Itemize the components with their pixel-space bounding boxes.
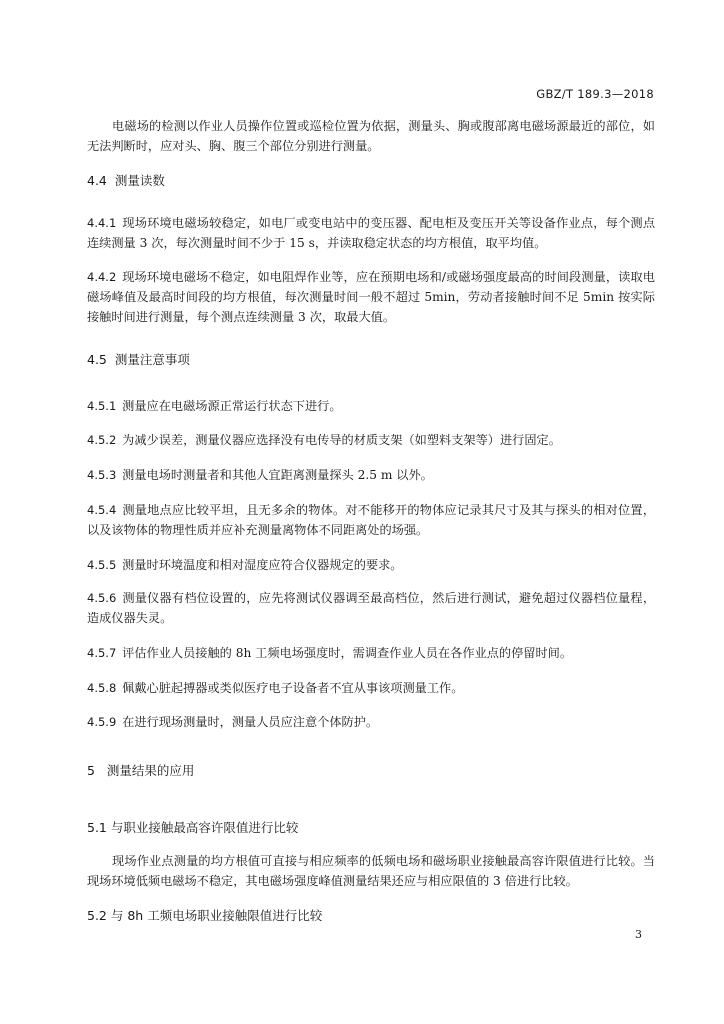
- clause-text: 测量时环境温度和相对湿度应符合仪器规定的要求。: [122, 558, 403, 572]
- section-heading-5-1: [87, 818, 655, 838]
- clause-number: 4.5.2: [87, 433, 117, 447]
- clause-number: 4.5.7: [87, 646, 117, 660]
- clause-4-5-8: [87, 678, 655, 698]
- clause-4-5-9: [87, 712, 655, 732]
- clause-4-5-3: [87, 465, 655, 485]
- clause-number: 4.5.4: [87, 503, 117, 517]
- section-heading-5-2: [87, 906, 655, 926]
- clause-4-5-6: [87, 588, 655, 628]
- clause-4-4-2: [87, 267, 655, 327]
- clause-number: 4.4.2: [87, 270, 117, 284]
- section-heading-4-5: [87, 350, 655, 370]
- clause-text: 现场环境电磁场较稳定，如电厂或变电站中的变压器、配电柜及变压开关等设备作业点，每个测点连续测量 3 次，每次测量时间不少于 15 s，并读取稳定状态的均方根值，取平均值。: [87, 216, 656, 250]
- clause-text: 测量地点应比较平坦，且无多余的物体。对不能移开的物体应记录其尺寸及其与探头的相对位置，以及该物体的物理性质并应补充测量离物体不同距离处的场强。: [87, 503, 656, 537]
- clause-text: 测量仪器有档位设置的，应先将测试仪器调至最高档位，然后进行测试，避免超过仪器档位量程，造成仪器失灵。: [87, 591, 656, 625]
- clause-text: 佩戴心脏起搏器或类似医疗电子设备者不宜从事该项测量工作。: [122, 681, 464, 695]
- section-title: 测量读数: [114, 173, 165, 188]
- clause-number: 4.5.9: [87, 715, 117, 729]
- clause-number: 4.5.8: [87, 681, 117, 695]
- section-number: 5.2: [87, 908, 107, 923]
- section-heading-4-4: [87, 171, 655, 191]
- clause-4-5-4: [87, 500, 655, 540]
- clause-text: 为减少误差，测量仪器应选择没有电传导的材质支架（如塑料支架等）进行固定。: [122, 433, 561, 447]
- page-number: 3: [635, 928, 642, 941]
- clause-number: 4.5.5: [87, 558, 117, 572]
- paragraph-5-1: 现场作业点测量的均方根值可直接与相应频率的低频电场和磁场职业接触最高容许限值进行比较。当现场环境低频电磁场不稳定，其电磁场强度峰值测量结果还应与相应限值的 3 倍进行比较。: [87, 854, 655, 888]
- clause-number: 4.5.6: [87, 591, 117, 605]
- clause-text: 评估作业人员接触的 8h 工频电场强度时，需调查作业人员在各作业点的停留时间。: [122, 646, 573, 660]
- paragraph-intro: 电磁场的检测以作业人员操作位置或巡检位置为依据，测量头、胸或腹部离电磁场源最近的部位，如无法判断时，应对头、胸、腹三个部位分别进行测量。: [87, 119, 655, 153]
- section-number: 5.1: [87, 820, 107, 835]
- clause-text: 测量电场时测量者和其他人宜距离测量探头 2.5 m 以外。: [122, 468, 433, 482]
- clause-number: 4.5.1: [87, 399, 117, 413]
- clause-4-5-5: [87, 555, 655, 575]
- clause-4-5-1: [87, 396, 655, 416]
- section-heading-5: [87, 761, 655, 781]
- section-number: 4.5: [87, 352, 107, 367]
- clause-4-5-7: [87, 643, 655, 663]
- section-title: 测量结果的应用: [106, 763, 195, 778]
- clause-text: 现场环境电磁场不稳定，如电阻焊作业等，应在预期电场和/或磁场强度最高的时间段测量，读取电磁场峰值及最高时间段的均方根值，每次测量时间一般不超过 5min，劳动者接触时间不足 5min 按实际接触时间进行测量，每个测点连续测量 3 次，取最大值。: [87, 270, 655, 324]
- clause-number: 4.4.1: [87, 216, 117, 230]
- section-title: 与 8h 工频电场职业接触限值进行比较: [110, 908, 323, 923]
- clause-4-5-2: [87, 430, 655, 450]
- section-number: 4.4: [87, 173, 107, 188]
- clause-text: 测量应在电磁场源正常运行状态下进行。: [122, 399, 342, 413]
- clause-text: 在进行现场测量时，测量人员应注意个体防护。: [122, 715, 379, 729]
- section-title: 测量注意事项: [114, 352, 190, 367]
- section-title: 与职业接触最高容许限值进行比较: [110, 820, 299, 835]
- section-number: 5: [87, 763, 95, 778]
- clause-number: 4.5.3: [87, 468, 117, 482]
- standard-code: GBZ/T 189.3—2018: [536, 87, 654, 101]
- clause-4-4-1: [87, 213, 655, 253]
